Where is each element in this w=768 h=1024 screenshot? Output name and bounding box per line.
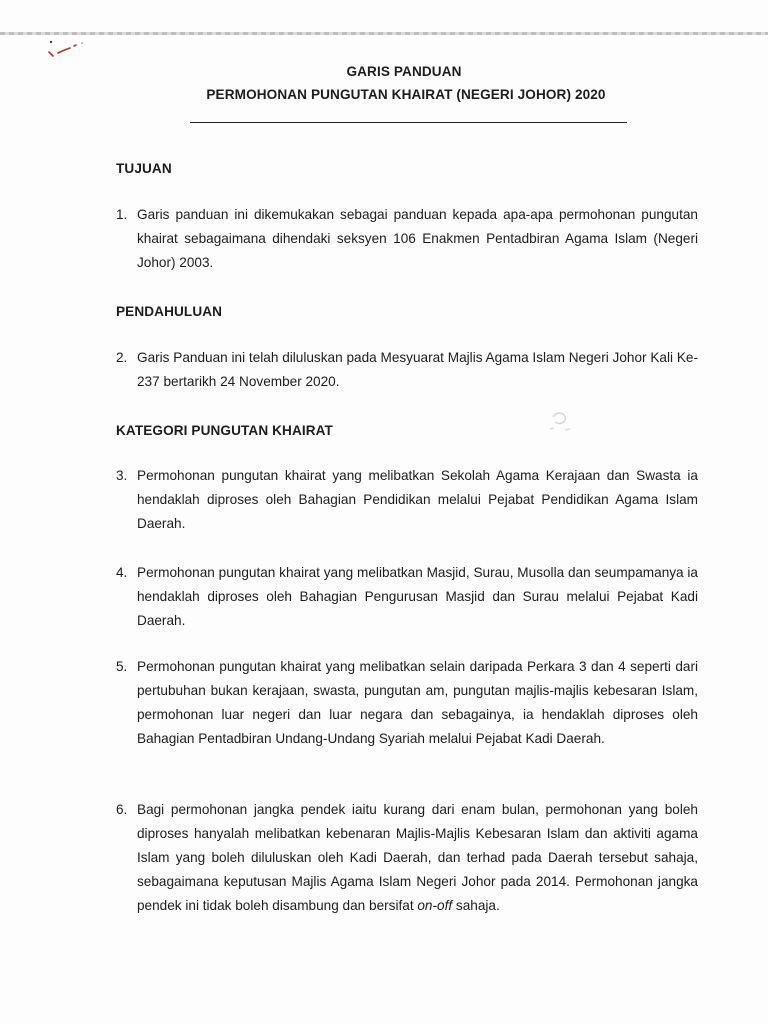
paragraph-text: Permohonan pungutan khairat yang melibatkan selain daripada Perkara 3 dan 4 seperti dari pertubuhan bukan kerajaan, swasta, pungutan am, pungutan majlis-majlis kebesaran Islam, permohonan luar negeri dan luar negara dan sebagainya, ia hendaklah diproses oleh Bahagian Pentadbiran Undang-Undang Syariah melalui Pejabat Kadi Daerah. bbox=[137, 659, 698, 746]
paragraph-text bbox=[137, 798, 698, 918]
scan-edge-line bbox=[0, 32, 768, 35]
paragraph-text: Permohonan pungutan khairat yang melibatkan Masjid, Surau, Musolla dan seumpamanya ia hendaklah diproses oleh Bahagian Pengurusan Masjid dan Surau melalui Pejabat Kadi Daerah. bbox=[137, 565, 698, 628]
paragraph-number: 4. bbox=[116, 565, 128, 580]
section-heading-kategori: KATEGORI PUNGUTAN KHAIRAT bbox=[116, 423, 333, 438]
section-heading-pendahuluan: PENDAHULUAN bbox=[116, 304, 223, 319]
paragraph-text-end: sahaja. bbox=[452, 898, 500, 913]
paragraph-number: 2. bbox=[116, 350, 128, 365]
paragraph-2 bbox=[116, 346, 698, 394]
paragraph-5 bbox=[116, 655, 698, 751]
paragraph-4 bbox=[116, 561, 698, 633]
paragraph-text: Garis Panduan ini telah diluluskan pada Mesyuarat Majlis Agama Islam Negeri Johor Kali Ke-237 bertarikh 24 November 2020. bbox=[137, 350, 698, 389]
document-subtitle: PERMOHONAN PUNGUTAN KHAIRAT (NEGERI JOHOR) 2020 bbox=[206, 87, 606, 102]
section-heading-tujuan: TUJUAN bbox=[116, 161, 172, 176]
paragraph-3 bbox=[116, 464, 698, 536]
title-underline bbox=[190, 122, 627, 123]
document-title: GARIS PANDUAN bbox=[346, 64, 462, 79]
scan-mark-icon bbox=[44, 38, 90, 64]
paragraph-number: 6. bbox=[116, 802, 128, 817]
paragraph-number: 1. bbox=[116, 207, 128, 222]
paragraph-6 bbox=[116, 798, 698, 918]
paragraph-number: 5. bbox=[116, 659, 128, 674]
scan-speck-icon bbox=[545, 405, 577, 435]
paragraph-text-italic: on-off bbox=[417, 898, 453, 913]
paragraph-text-main: Bagi permohonan jangka pendek iaitu kurang dari enam bulan, permohonan yang boleh diproses hanyalah melibatkan kebenaran Majlis-Majlis Kebesaran Islam dan aktiviti agama Islam yang boleh diluluskan oleh Kadi Daerah, dan terhad pada Daerah tersebut sahaja, sebagaimana keputusan Majlis Agama Islam Negeri Johor pada 2014. Permohonan jangka pendek ini tidak boleh disambung dan bersifat bbox=[137, 802, 698, 913]
paragraph-text: Garis panduan ini dikemukakan sebagai panduan kepada apa-apa permohonan pungutan khairat sebagaimana dihendaki seksyen 106 Enakmen Pentadbiran Agama Islam (Negeri Johor) 2003. bbox=[137, 207, 698, 270]
paragraph-number: 3. bbox=[116, 468, 128, 483]
paragraph-1 bbox=[116, 203, 698, 275]
paragraph-text: Permohonan pungutan khairat yang melibatkan Sekolah Agama Kerajaan dan Swasta ia hendaklah diproses oleh Bahagian Pendidikan melalui Pejabat Pendidikan Agama Islam Daerah. bbox=[137, 468, 698, 531]
